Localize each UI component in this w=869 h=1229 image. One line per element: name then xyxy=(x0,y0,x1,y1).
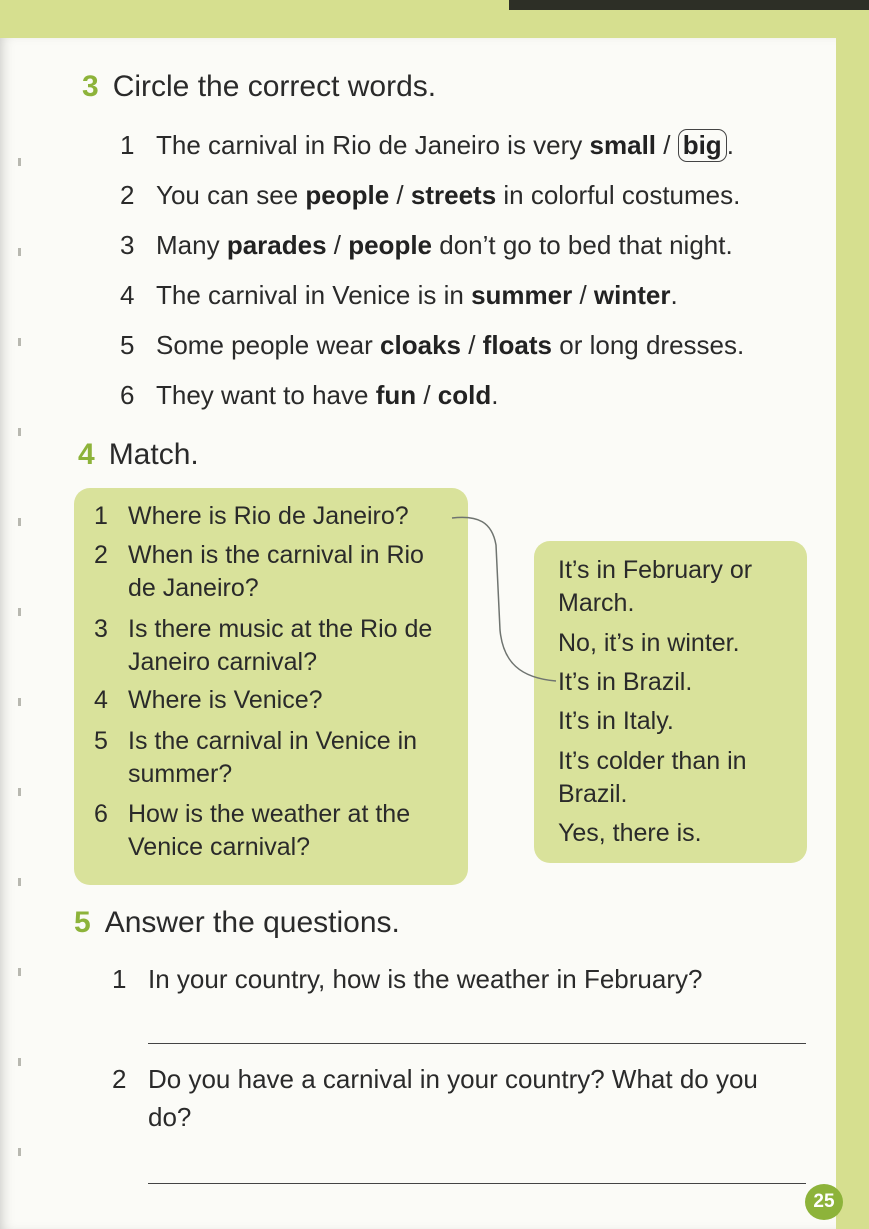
match-question[interactable] xyxy=(94,613,444,679)
item-text: Some people wear xyxy=(156,329,373,360)
question-number: 4 xyxy=(94,686,108,714)
match-question[interactable] xyxy=(94,725,444,791)
top-dark-strip xyxy=(509,0,869,10)
page-number: 25 xyxy=(805,1184,843,1220)
item-text: Many xyxy=(156,229,220,260)
question-text: How is the weather at the Venice carnival? xyxy=(128,800,411,861)
option-a[interactable]: parades xyxy=(226,229,327,260)
question-text: In your country, how is the weather in February? xyxy=(148,964,703,994)
question-number: 1 xyxy=(112,964,127,994)
match-answer[interactable]: It’s in Brazil. xyxy=(558,668,693,696)
match-question[interactable] xyxy=(94,500,454,533)
exercise-4-heading xyxy=(78,438,199,472)
answers-box xyxy=(534,541,807,863)
question-text: When is the carnival in Rio de Janeiro? xyxy=(128,541,424,602)
exercise-5-number: 5 xyxy=(74,906,91,939)
answer-line-2[interactable] xyxy=(148,1183,806,1184)
exercise-3-list xyxy=(120,120,820,420)
answer-line-1[interactable] xyxy=(148,1043,806,1044)
item-text: You can see xyxy=(156,179,299,210)
option-b-circled[interactable]: big xyxy=(678,129,727,162)
match-answer[interactable]: It’s in Italy. xyxy=(558,707,674,735)
exercise-3-item xyxy=(120,320,820,370)
question-number: 2 xyxy=(112,1064,127,1094)
option-a[interactable]: fun xyxy=(375,379,417,410)
question-text: Is there music at the Rio de Janeiro carnival? xyxy=(128,615,433,676)
match-answer[interactable]: Yes, there is. xyxy=(558,819,702,847)
exercise-3-title: Circle the correct words. xyxy=(112,70,437,103)
separator: / xyxy=(656,129,678,160)
separator: / xyxy=(461,329,483,360)
exercise-3-item xyxy=(120,120,820,170)
question-text: Where is Venice? xyxy=(128,686,323,714)
question-number: 6 xyxy=(94,800,108,828)
answer-question xyxy=(112,960,812,998)
match-answer[interactable]: It’s colder than in Brazil. xyxy=(558,747,747,808)
option-a[interactable]: cloaks xyxy=(380,329,461,360)
match-question[interactable] xyxy=(94,539,434,605)
exercise-5-heading xyxy=(74,906,400,940)
item-text-end: in colorful costumes. xyxy=(496,179,741,210)
match-answer[interactable]: No, it’s in winter. xyxy=(558,629,740,657)
exercise-4-number: 4 xyxy=(78,438,95,471)
option-b[interactable]: winter xyxy=(593,279,671,310)
separator: / xyxy=(416,379,438,410)
separator: / xyxy=(572,279,594,310)
questions-box xyxy=(74,488,468,885)
match-answer[interactable]: It’s in February or March. xyxy=(558,556,753,617)
separator: / xyxy=(326,229,349,260)
option-b[interactable]: floats xyxy=(482,329,553,360)
question-number: 3 xyxy=(94,615,108,643)
answer-question xyxy=(112,1060,772,1136)
question-text: Is the carnival in Venice in summer? xyxy=(128,727,418,788)
item-number: 1 xyxy=(120,129,135,160)
option-a[interactable]: people xyxy=(305,179,390,210)
item-text-end: . xyxy=(670,279,678,310)
item-text: The carnival in Rio de Janeiro is very xyxy=(156,129,583,160)
exercise-3-item xyxy=(120,220,820,270)
item-text-end: or long dresses. xyxy=(552,329,745,360)
item-number: 6 xyxy=(120,379,135,410)
question-number: 1 xyxy=(94,502,108,530)
exercise-3-heading xyxy=(82,70,436,104)
exercise-3-item xyxy=(120,370,820,420)
item-text: They want to have xyxy=(156,379,369,410)
item-text: The carnival in Venice is in xyxy=(156,279,464,310)
exercise-5-title: Answer the questions. xyxy=(104,906,400,939)
separator: / xyxy=(389,179,411,210)
binding-stitches xyxy=(18,138,24,1218)
exercise-5-list xyxy=(112,960,812,1136)
item-number: 2 xyxy=(120,179,135,210)
item-text-end: . xyxy=(491,379,499,410)
top-border xyxy=(0,0,869,38)
option-b[interactable]: streets xyxy=(410,179,497,210)
exercise-3-item xyxy=(120,170,820,220)
question-number: 5 xyxy=(94,727,108,755)
item-number: 5 xyxy=(120,329,135,360)
exercise-3-number: 3 xyxy=(82,70,99,103)
question-text: Where is Rio de Janeiro? xyxy=(128,502,409,530)
item-number: 3 xyxy=(120,229,135,260)
option-a[interactable]: summer xyxy=(471,279,573,310)
item-text-end: don’t go to bed that night. xyxy=(432,229,733,260)
option-a[interactable]: small xyxy=(589,129,657,160)
item-number: 4 xyxy=(120,279,135,310)
item-text-end: . xyxy=(726,129,734,160)
exercise-4-title: Match. xyxy=(108,438,199,471)
match-question[interactable] xyxy=(94,684,454,717)
option-b[interactable]: people xyxy=(348,229,433,260)
match-question[interactable] xyxy=(94,798,424,864)
option-b[interactable]: cold xyxy=(437,379,492,410)
question-number: 2 xyxy=(94,541,108,569)
exercise-3-item xyxy=(120,270,820,320)
question-text: Do you have a carnival in your country? What do you do? xyxy=(148,1064,758,1132)
